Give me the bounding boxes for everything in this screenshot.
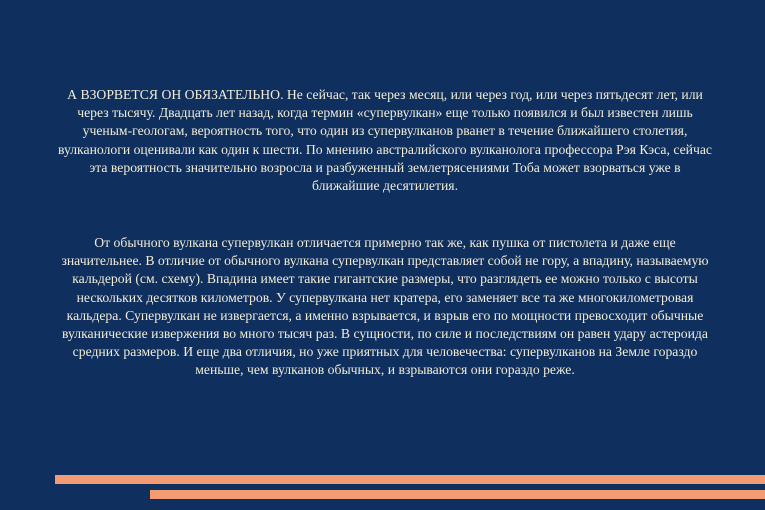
decorative-bar-top — [55, 475, 765, 484]
paragraph-supervolcano-risk: А ВЗОРВЕТСЯ ОН ОБЯЗАТЕЛЬНО. Не сейчас, так через месяц, или через год, или через пятьдесят лет, или через тысячу. Двадцать лет назад, когда термин «супервулкан» еще только появился и был известен лишь ученым-геологам, вероятность того, что один из супервулканов рванет в течение ближайшего столетия, вулканологи оценивали как один к шести. По мнению австралийского вулканолога профессора Рэя Кэса, сейчас эта вероятность значительно возросла и разбуженный землетрясениями Тоба может взорваться уже в ближайшие десятилетия. — [57, 87, 713, 194]
decorative-bar-bottom — [150, 490, 765, 499]
paragraph-supervolcano-difference: От обычного вулкана супервулкан отличается примерно так же, как пушка от пистолета и даже еще значительнее. В отличие от обычного вулкана супервулкан представляет собой не гору, а впадину, называемую кальдерой (см. схему). Впадина имеет такие гигантские размеры, что разглядеть ее можно только с высоты нескольких десятков километров. У супервулкана нет кратера, его заменяет все та же многокилометровая кальдера. Супервулкан не извергается, а именно взрывается, и взрыв его по мощности превосходит обычные вулканические извержения во много тысяч раз. В сущности, по силе и последствиям он равен удару астероида средних размеров. И еще два отличия, но уже приятных для человечества: супервулканов на Земле гораздо меньше, чем вулканов обычных, и взрываются они гораздо реже. — [61, 235, 709, 378]
